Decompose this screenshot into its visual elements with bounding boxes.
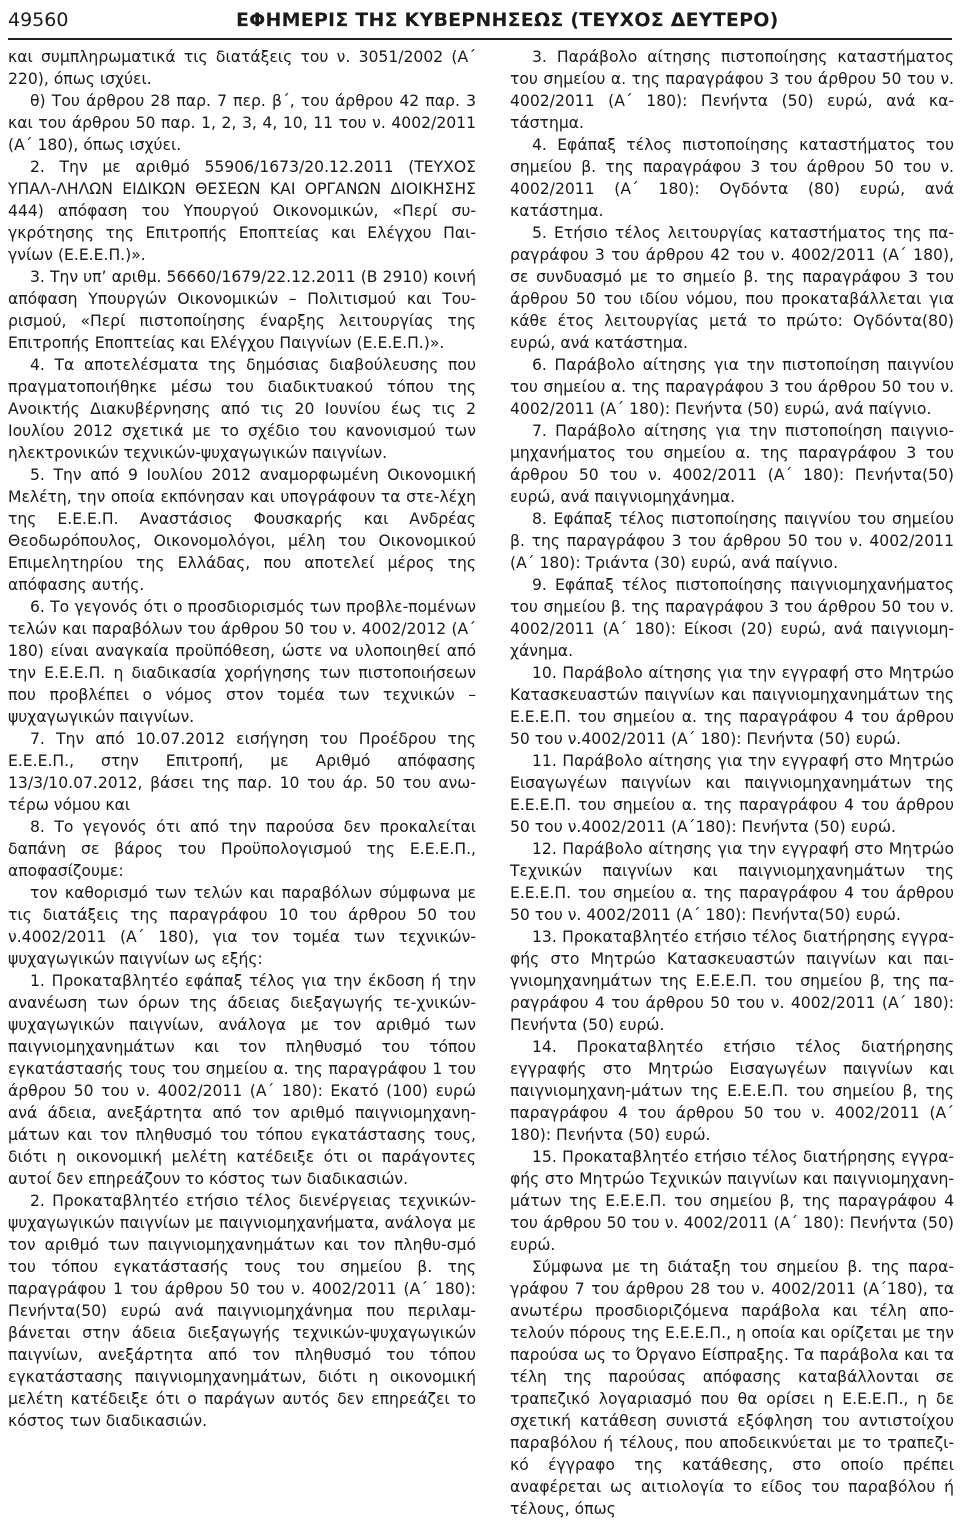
paragraph: 15. Προκαταβλητέο ετήσιο τέλος διατήρησης εγγρα-φής στο Μητρώο Τεχνικών παιγνίων και παιγνιομηχανη-μάτων της Ε.Ε.Ε.Π. του σημείου β, της παραγράφου 4 του άρθρου 50 του ν. 4002/2011 (Α΄ 180): Πενήντα (50) ευρώ. — [510, 1148, 954, 1254]
paragraph: 5. Ετήσιο τέλος λειτουργίας καταστήματος της πα-ραγράφου 3 του άρθρου 42 του ν. 4002/2011 (Α΄ 180), σε συνδυασμό με το σημείο β. της παραγράφου 3 του άρθρου 50 του ιδίου νόμου, που προκαταβάλλεται για κάθε έτος λειτουργίας μετά το πρώτο: Ογδόντα(80) ευρώ, ανά κατάστημα. — [510, 224, 954, 352]
paragraph: Σύμφωνα με τη διάταξη του σημείου β. της παρα-γράφου 7 του άρθρου 28 του ν. 4002/2011 (Α΄180), τα ανωτέρω προσδιοριζόμενα παράβολα και τέλη απο-τελούν πόρους της Ε.Ε.Ε.Π., η οποία και ορίζεται με την παρούσα ως το Όργανο Είσπραξης. Τα παράβολα και τα τέλη της παρούσας απόφασης καταβάλλονται σε τραπεζικό λογαριασμό που θα ορίσει η Ε.Ε.Ε.Π., η δε σχετική κατάθεση συνιστά εξόφληση του αντιστοίχου παραβόλου ή τέλους, που αποδεικνύεται με το τραπεζι-κό έγγραφο της κατάθεσης, στο οποίο πρέπει αναφέρεται ως αιτιολογία το είδος του παραβόλου ή τέλους, όπως — [510, 1258, 954, 1518]
paragraph: 13. Προκαταβλητέο ετήσιο τέλος διατήρησης εγγρα-φής στο Μητρώο Κατασκευαστών παιγνίων και παι-γνιομηχανημάτων της Ε.Ε.Ε.Π. του σημείου β, της πα-ραγράφου 4 του άρθρου 50 του ν. 4002/2011 (Α΄ 180): Πενήντα (50) ευρώ. — [510, 928, 954, 1034]
gazette-title: ΕΦΗΜΕΡΙΣ ΤΗΣ ΚΥΒΕΡΝΗΣΕΩΣ (ΤΕΥΧΟΣ ΔΕΥΤΕΡΟ) — [236, 9, 779, 31]
paragraph: 2. Την με αριθμό 55906/1673/20.12.2011 (ΤΕΥΧΟΣ ΥΠΑΛ-ΛΗΛΩΝ ΕΙΔΙΚΩΝ ΘΕΣΕΩΝ ΚΑΙ ΟΡΓΑΝΩΝ ΔΙΟΙΚΗΣΗΣ 444) απόφαση του Υπουργού Οικονομικών, «Περί συ-γκρότησης της Επιτροπής Εποπτείας και Ελέγχου Παι-γνίων (Ε.Ε.Ε.Π.)». — [8, 158, 476, 264]
paragraph: 14. Προκαταβλητέο ετήσιο τέλος διατήρησης εγγραφής στο Μητρώο Εισαγωγέων παιγνίων και παιγνιομηχανη-μάτων της Ε.Ε.Ε.Π. του σημείου β, της παραγράφου 4 του άρθρου 50 του ν. 4002/2011 (Α΄ 180): Πενήντα (50) ευρώ. — [510, 1038, 954, 1144]
paragraph: 8. Το γεγονός ότι από την παρούσα δεν προκαλείται δαπάνη σε βάρος του Προϋπολογισμού της Ε.Ε.Ε.Π., αποφασίζουμε: — [8, 818, 476, 880]
paragraph: τον καθορισμό των τελών και παραβόλων σύμφωνα με τις διατάξεις της παραγράφου 10 του άρθρου 50 του ν.4002/2011 (Α΄ 180), για τον τομέα των τεχνικών-ψυχαγωγικών παιγνίων ως εξής: — [8, 884, 476, 968]
paragraph: 4. Τα αποτελέσματα της δημόσιας διαβούλευσης που πραγματοποιήθηκε μέσω του διαδικτυακού τόπου της Ανοικτής Διακυβέρνησης από τις 20 Ιουνίου έως τις 2 Ιουλίου 2012 σχετικά με το σχέδιο του κανονισμού των ηλεκτρονικών τεχνικών-ψυχαγωγικών παιγνίων. — [8, 356, 476, 462]
paragraph: και συμπληρωματικά τις διατάξεις του ν. 3051/2002 (Α΄ 220), όπως ισχύει. — [8, 48, 476, 88]
paragraph: 12. Παράβολο αίτησης για την εγγραφή στο Μητρώο Τεχνικών παιγνίων και παιγνιομηχανημάτων της Ε.Ε.Ε.Π. του σημείου α. της παραγράφου 4 του άρθρου 50 του ν. 4002/2011 (Α΄ 180): Πενήντα(50) ευρώ. — [510, 840, 954, 924]
paragraph: 3. Παράβολο αίτησης πιστοποίησης καταστήματος του σημείου α. της παραγράφου 3 του άρθρου 50 του ν. 4002/2011 (Α΄ 180): Πενήντα (50) ευρώ, ανά κα-τάστημα. — [510, 48, 954, 132]
left-column — [8, 46, 476, 1432]
paragraph: 5. Την από 9 Ιουλίου 2012 αναμορφωμένη Οικονομική Μελέτη, την οποία εκπόνησαν και υπογράφουν τα στε-λέχη της Ε.Ε.Ε.Π. Αναστάσιος Φουσκαρής και Ανδρέας Θεοδωρόπουλος, Οικονομολόγοι, μέλη του Οικονομικού Επιμελητηρίου της Ελλάδας, που αποτελεί μέρος της απόφασης αυτής. — [8, 466, 476, 594]
paragraph: θ) Του άρθρου 28 παρ. 7 περ. β΄, του άρθρου 42 παρ. 3 και του άρθρου 50 παρ. 1, 2, 3, 4, 10, 11 του ν. 4002/2011 (Α΄ 180), όπως ισχύει. — [8, 92, 476, 154]
page-header — [8, 4, 952, 36]
paragraph: 3. Την υπ’ αριθμ. 56660/1679/22.12.2011 (Β 2910) κοινή απόφαση Υπουργών Οικονομικών – Πολιτισμού και Του-ρισμού, «Περί πιστοποίησης έναρξης λειτουργίας της Επιτροπής Εποπτείας και Ελέγχου Παιγνίων (Ε.Ε.Ε.Π.)». — [8, 268, 476, 352]
page-number: 49560 — [8, 9, 69, 31]
paragraph: 6. Παράβολο αίτησης για την πιστοποίηση παιγνίου του σημείου α. της παραγράφου 3 του άρθρου 50 του ν. 4002/2011 (Α΄ 180): Πενήντα (50) ευρώ, ανά παίγνιο. — [510, 356, 954, 418]
paragraph: 4. Εφάπαξ τέλος πιστοποίησης καταστήματος του σημείου β. της παραγράφου 3 του άρθρου 50 του ν. 4002/2011 (Α΄ 180): Ογδόντα (80) ευρώ, ανά κατάστημα. — [510, 136, 954, 220]
paragraph: 8. Εφάπαξ τέλος πιστοποίησης παιγνίου του σημείου β. της παραγράφου 3 του άρθρου 50 του ν. 4002/2011 (Α΄ 180): Τριάντα (30) ευρώ, ανά παίγνιο. — [510, 510, 954, 572]
paragraph: 10. Παράβολο αίτησης για την εγγραφή στο Μητρώο Κατασκευαστών παιγνίων και παιγνιομηχανημάτων της Ε.Ε.Ε.Π. του σημείου α. της παραγράφου 4 του άρθρου 50 του ν.4002/2011 (Α΄ 180): Πενήντα (50) ευρώ. — [510, 664, 954, 748]
paragraph: 6. Το γεγονός ότι ο προσδιορισμός των προβλε-πομένων τελών και παραβόλων του άρθρου 50 του ν. 4002/2012 (Α΄ 180) είναι αναγκαία προϋπόθεση, ώστε να υλοποιηθεί από την Ε.Ε.Ε.Π. η διαδικασία χορήγησης των πιστοποιήσεων που προβλέπει ο νόμος στον τομέα των τεχνικών – ψυχαγωγικών παιγνίων. — [8, 598, 476, 726]
paragraph: 11. Παράβολο αίτησης για την εγγραφή στο Μητρώο Εισαγωγέων παιγνίων και παιγνιομηχανημάτων της Ε.Ε.Ε.Π. του σημείου α. της παραγράφου 4 του άρθρου 50 του ν.4002/2011 (Α΄180): Πενήντα (50) ευρώ. — [510, 752, 954, 836]
header-rule — [8, 38, 952, 40]
paragraph: 2. Προκαταβλητέο ετήσιο τέλος διενέργειας τεχνικών-ψυχαγωγικών παιγνίων με παιγνιομηχανήματα, ανάλογα με τον αριθμό των παιγνιομηχανημάτων και τον πληθυ-σμό του τόπου εγκατάστασής τους του σημείου β. της παραγράφου 1 του άρθρου 50 του ν. 4002/2011 (Α΄ 180): Πενήντα(50) ευρώ ανά παιγνιομηχάνημα που περιλαμ-βάνεται στην άδεια διεξαγωγής τεχνικών-ψυχαγωγικών παιγνίων, ανεξάρτητα από τον πληθυσμό του τόπου εγκατάστασης παιγνιομηχανημάτων, διότι η οικονομική μελέτη κατέδειξε ότι ο παράγων αυτός δεν επηρεάζει το κόστος των διαδικασιών. — [8, 1192, 476, 1430]
right-column — [510, 46, 954, 1520]
paragraph: 1. Προκαταβλητέο εφάπαξ τέλος για την έκδοση ή την ανανέωση των όρων της άδειας διεξαγωγής τε-χνικών-ψυχαγωγικών παιγνίων, ανάλογα με τον αριθμό των παιγνιομηχανημάτων και τον πληθυσμό του τόπου εγκατάστασής τους του σημείου α. της παραγράφου 1 του άρθρου 50 του ν. 4002/2011 (Α΄ 180): Εκατό (100) ευρώ ανά άδεια, ανεξάρτητα από τον αριθμό παιγνιομηχανη-μάτων και τον πληθυσμό του τόπου εγκατάστασης τους, διότι η οικονομική μελέτη κατέδειξε ότι οι παράγοντες αυτοί δεν επηρεάζουν το κόστος των διαδικασιών. — [8, 972, 476, 1188]
paragraph: 7. Την από 10.07.2012 εισήγηση του Προέδρου της Ε.Ε.Ε.Π., στην Επιτροπή, με Αριθμό απόφασης 13/3/10.07.2012, βάσει της παρ. 10 του άρ. 50 του ανω-τέρω νόμου και — [8, 730, 476, 814]
paragraph: 9. Εφάπαξ τέλος πιστοποίησης παιγνιομηχανήματος του σημείου β. της παραγράφου 3 του άρθρου 50 του ν. 4002/2011 (Α΄ 180): Είκοσι (20) ευρώ, ανά παιγνιομη-χάνημα. — [510, 576, 954, 660]
text-columns — [8, 46, 954, 1518]
paragraph: 7. Παράβολο αίτησης για την πιστοποίηση παιγνιο-μηχανήματος του σημείου α. της παραγράφου 3 του άρθρου 50 του ν. 4002/2011 (Α΄ 180): Πενήντα(50) ευρώ, ανά παιγνιομηχάνημα. — [510, 422, 954, 506]
